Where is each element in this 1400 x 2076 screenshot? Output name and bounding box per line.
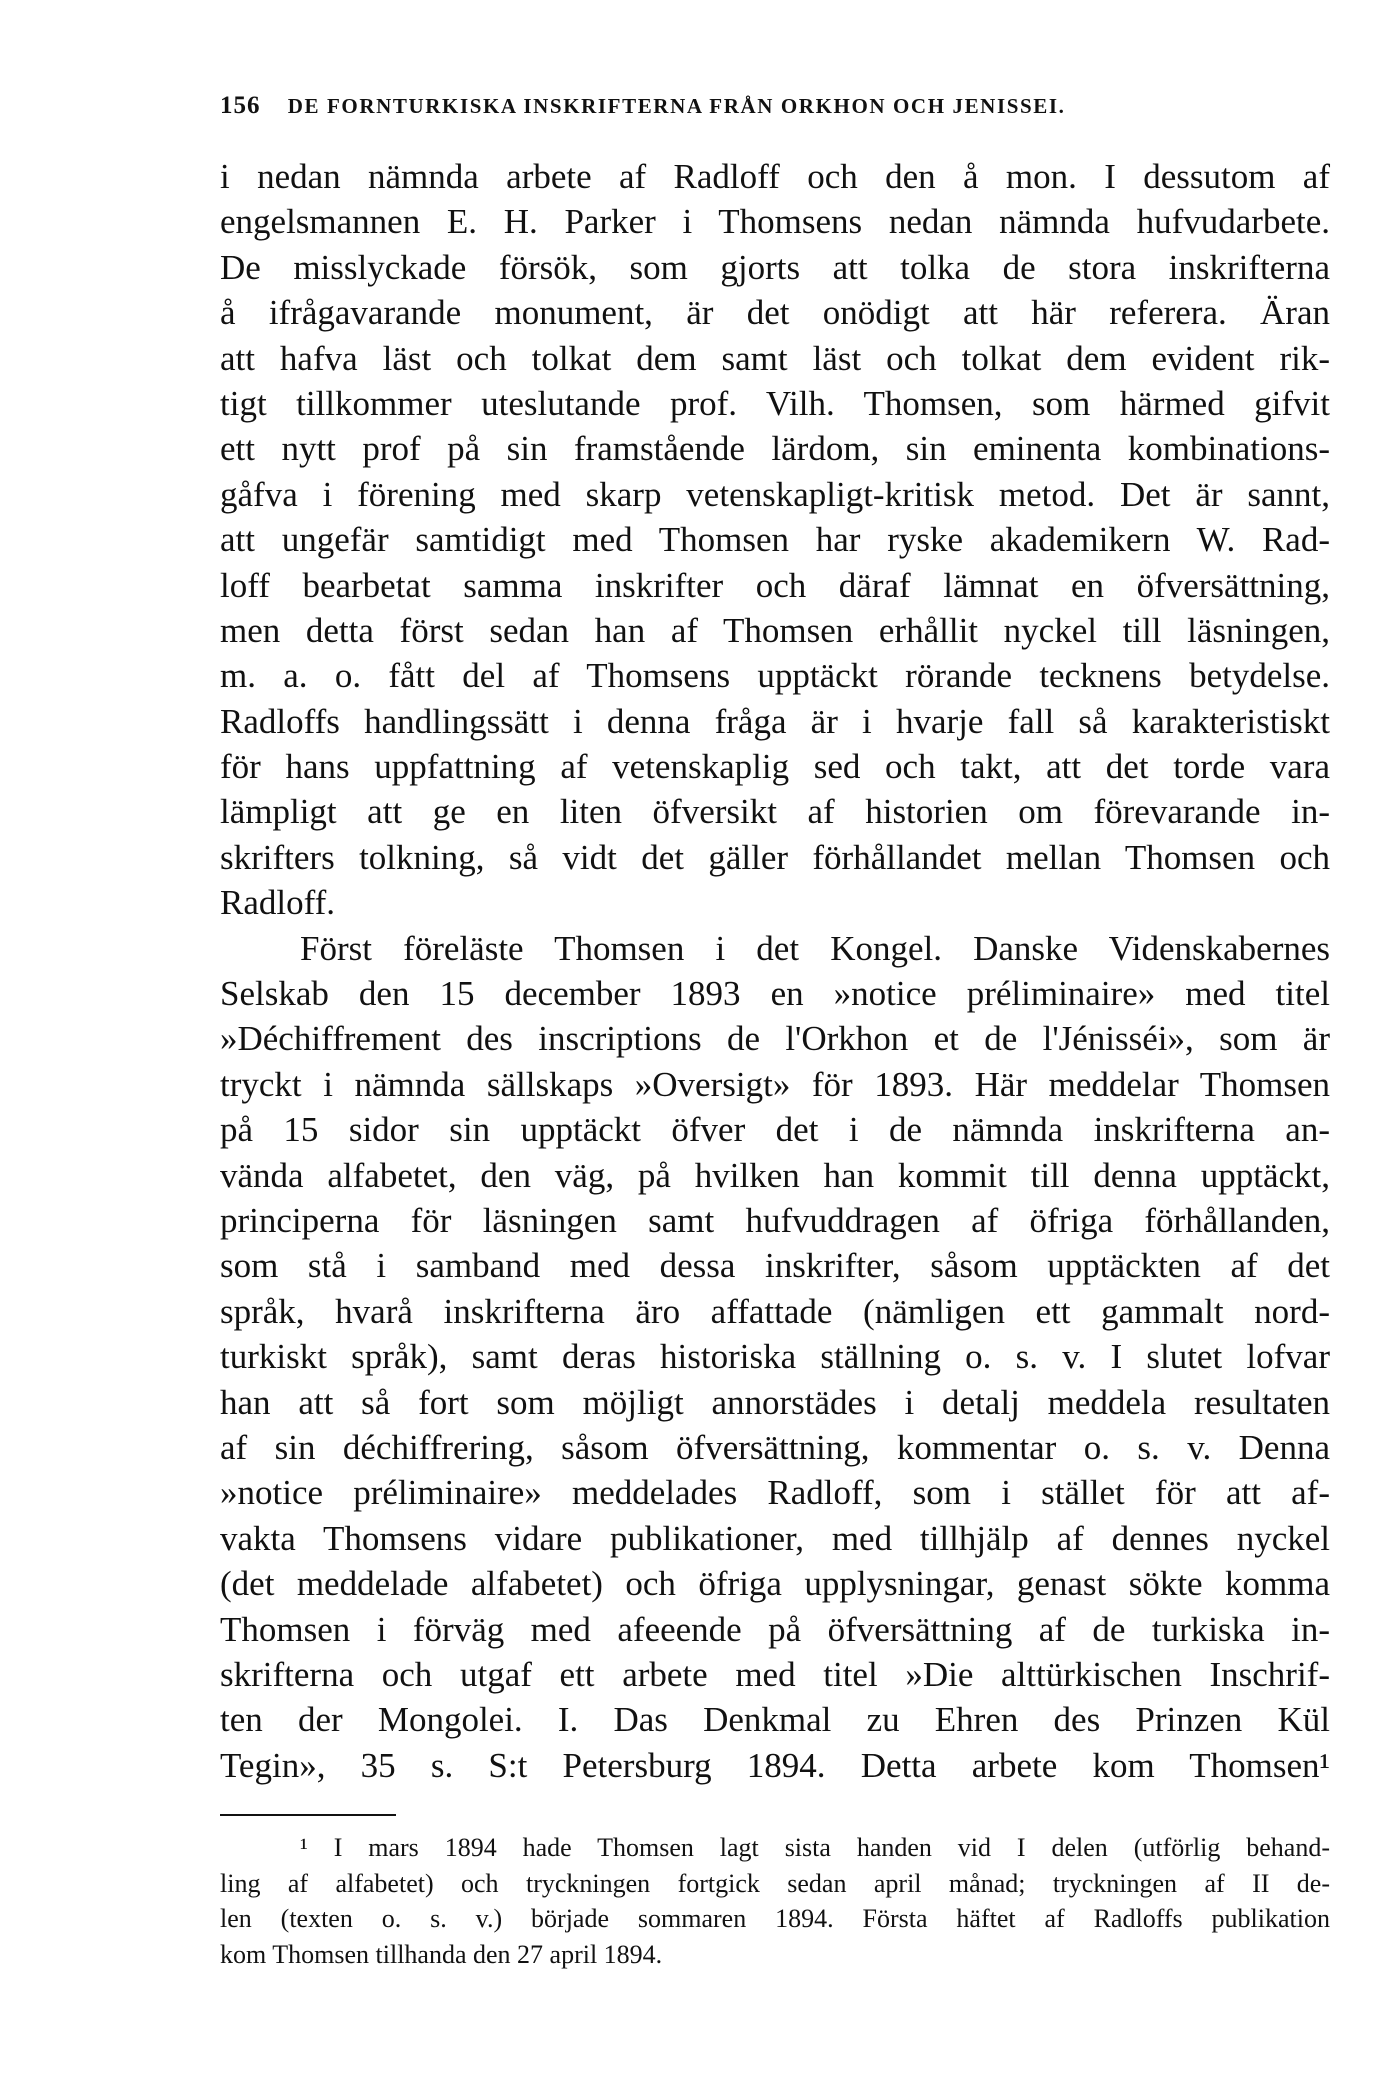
text-line: De misslyckade försök, som gjorts att tolka de stora inskrifterna bbox=[220, 247, 1330, 287]
text-line: för hans uppfattning af vetenskaplig sed och takt, att det torde vara bbox=[220, 747, 1330, 787]
text-line: tryckt i nämnda sällskaps »Oversigt» för 1893. Här meddelar Thomsen bbox=[220, 1064, 1330, 1104]
text-line: i nedan nämnda arbete af Radloff och den å mon. I dessutom af bbox=[220, 157, 1330, 196]
text-line: loff bearbetat samma inskrifter och däraf lämnat en öfversättning, bbox=[220, 565, 1330, 605]
footnote-line: len (texten o. s. v.) började sommaren 1894. Första häftet af Radloffs publikation bbox=[220, 1904, 1330, 1934]
text-line: på 15 sidor sin upptäckt öfver det i de nämnda inskrifterna an- bbox=[220, 1110, 1330, 1150]
paragraph-end-line: Radloff. bbox=[220, 883, 336, 923]
text-line: Radloffs handlingssätt i denna fråga är i hvarje fall så karakteristiskt bbox=[220, 701, 1330, 741]
book-page bbox=[220, 92, 1330, 1972]
text-line: lämpligt att ge en liten öfversikt af historien om förevarande in- bbox=[220, 792, 1330, 832]
text-line: »Déchiffrement des inscriptions de l'Orkhon et de l'Jénisséi», som är bbox=[220, 1019, 1330, 1059]
footnote-line: kom Thomsen tillhanda den 27 april 1894. bbox=[220, 1939, 663, 1969]
text-line: men detta först sedan han af Thomsen erhållit nyckel till läsningen, bbox=[220, 610, 1330, 650]
text-line: språk, hvarå inskrifterna äro affattade (nämligen ett gammalt nord- bbox=[220, 1291, 1330, 1331]
running-head bbox=[220, 92, 1330, 120]
text-line: m. a. o. fått del af Thomsens upptäckt rörande tecknens betydelse. bbox=[220, 656, 1330, 696]
text-line: »notice préliminaire» meddelades Radloff, som i stället för att af- bbox=[220, 1473, 1330, 1513]
text-line: af sin déchiffrering, såsom öfversättning, kommentar o. s. v. Denna bbox=[220, 1427, 1330, 1467]
text-line: han att så fort som möjligt annorstädes i detalj meddela resultaten bbox=[220, 1382, 1330, 1422]
running-title: DE FORNTURKISKA INSKRIFTERNA FRÅN ORKHON OCH JENISSEI. bbox=[287, 94, 1066, 118]
text-line: turkiskt språk), samt deras historiska ställning o. s. v. I slutet lofvar bbox=[220, 1337, 1330, 1377]
body-text bbox=[220, 154, 1330, 1788]
text-line: vakta Thomsens vidare publikationer, med tillhjälp af dennes nyckel bbox=[220, 1518, 1330, 1558]
text-line: tigt tillkommer uteslutande prof. Vilh. Thomsen, som härmed gifvit bbox=[220, 383, 1330, 423]
text-line: vända alfabetet, den väg, på hvilken han kommit till denna upptäckt, bbox=[220, 1155, 1330, 1195]
text-line: att hafva läst och tolkat dem samt läst och tolkat dem evident rik- bbox=[220, 338, 1330, 378]
text-line: (det meddelade alfabetet) och öfriga upplysningar, genast sökte komma bbox=[220, 1564, 1330, 1604]
text-line: å ifrågavarande monument, är det onödigt att här referera. Äran bbox=[220, 293, 1330, 333]
text-line: Tegin», 35 s. S:t Petersburg 1894. Detta arbete kom Thomsen¹ bbox=[220, 1745, 1330, 1785]
text-line: principerna för läsningen samt hufvuddragen af öfriga förhållanden, bbox=[220, 1200, 1330, 1240]
footnote-divider bbox=[220, 1814, 396, 1816]
footnote-line: ling af alfabetet) och tryckningen fortgick sedan april månad; tryckningen af II de- bbox=[220, 1868, 1330, 1898]
paragraph-start-line: Först föreläste Thomsen i det Kongel. Danske Videnskabernes bbox=[300, 928, 1330, 968]
text-line: ten der Mongolei. I. Das Denkmal zu Ehren des Prinzen Kül bbox=[220, 1700, 1330, 1740]
text-line: ett nytt prof på sin framstående lärdom, sin eminenta kombinations- bbox=[220, 429, 1330, 469]
text-line: skrifterna och utgaf ett arbete med titel »Die alttürkischen Inschrif- bbox=[220, 1654, 1330, 1694]
text-line: som stå i samband med dessa inskrifter, såsom upptäckten af det bbox=[220, 1246, 1330, 1286]
text-line: skrifters tolkning, så vidt det gäller förhållandet mellan Thomsen och bbox=[220, 837, 1330, 877]
text-line: gåfva i förening med skarp vetenskapligt-kritisk metod. Det är sannt, bbox=[220, 474, 1330, 514]
text-line: att ungefär samtidigt med Thomsen har ryske akademikern W. Rad- bbox=[220, 520, 1330, 560]
text-line: engelsmannen E. H. Parker i Thomsens nedan nämnda hufvudarbete. bbox=[220, 202, 1330, 242]
page-number: 156 bbox=[220, 92, 261, 119]
footnote-line: ¹ I mars 1894 hade Thomsen lagt sista handen vid I delen (utförlig behand- bbox=[300, 1833, 1330, 1863]
text-line: Selskab den 15 december 1893 en »notice préliminaire» med titel bbox=[220, 974, 1330, 1014]
footnote bbox=[220, 1830, 1330, 1972]
text-line: Thomsen i förväg med afeeende på öfversättning af de turkiska in- bbox=[220, 1609, 1330, 1649]
